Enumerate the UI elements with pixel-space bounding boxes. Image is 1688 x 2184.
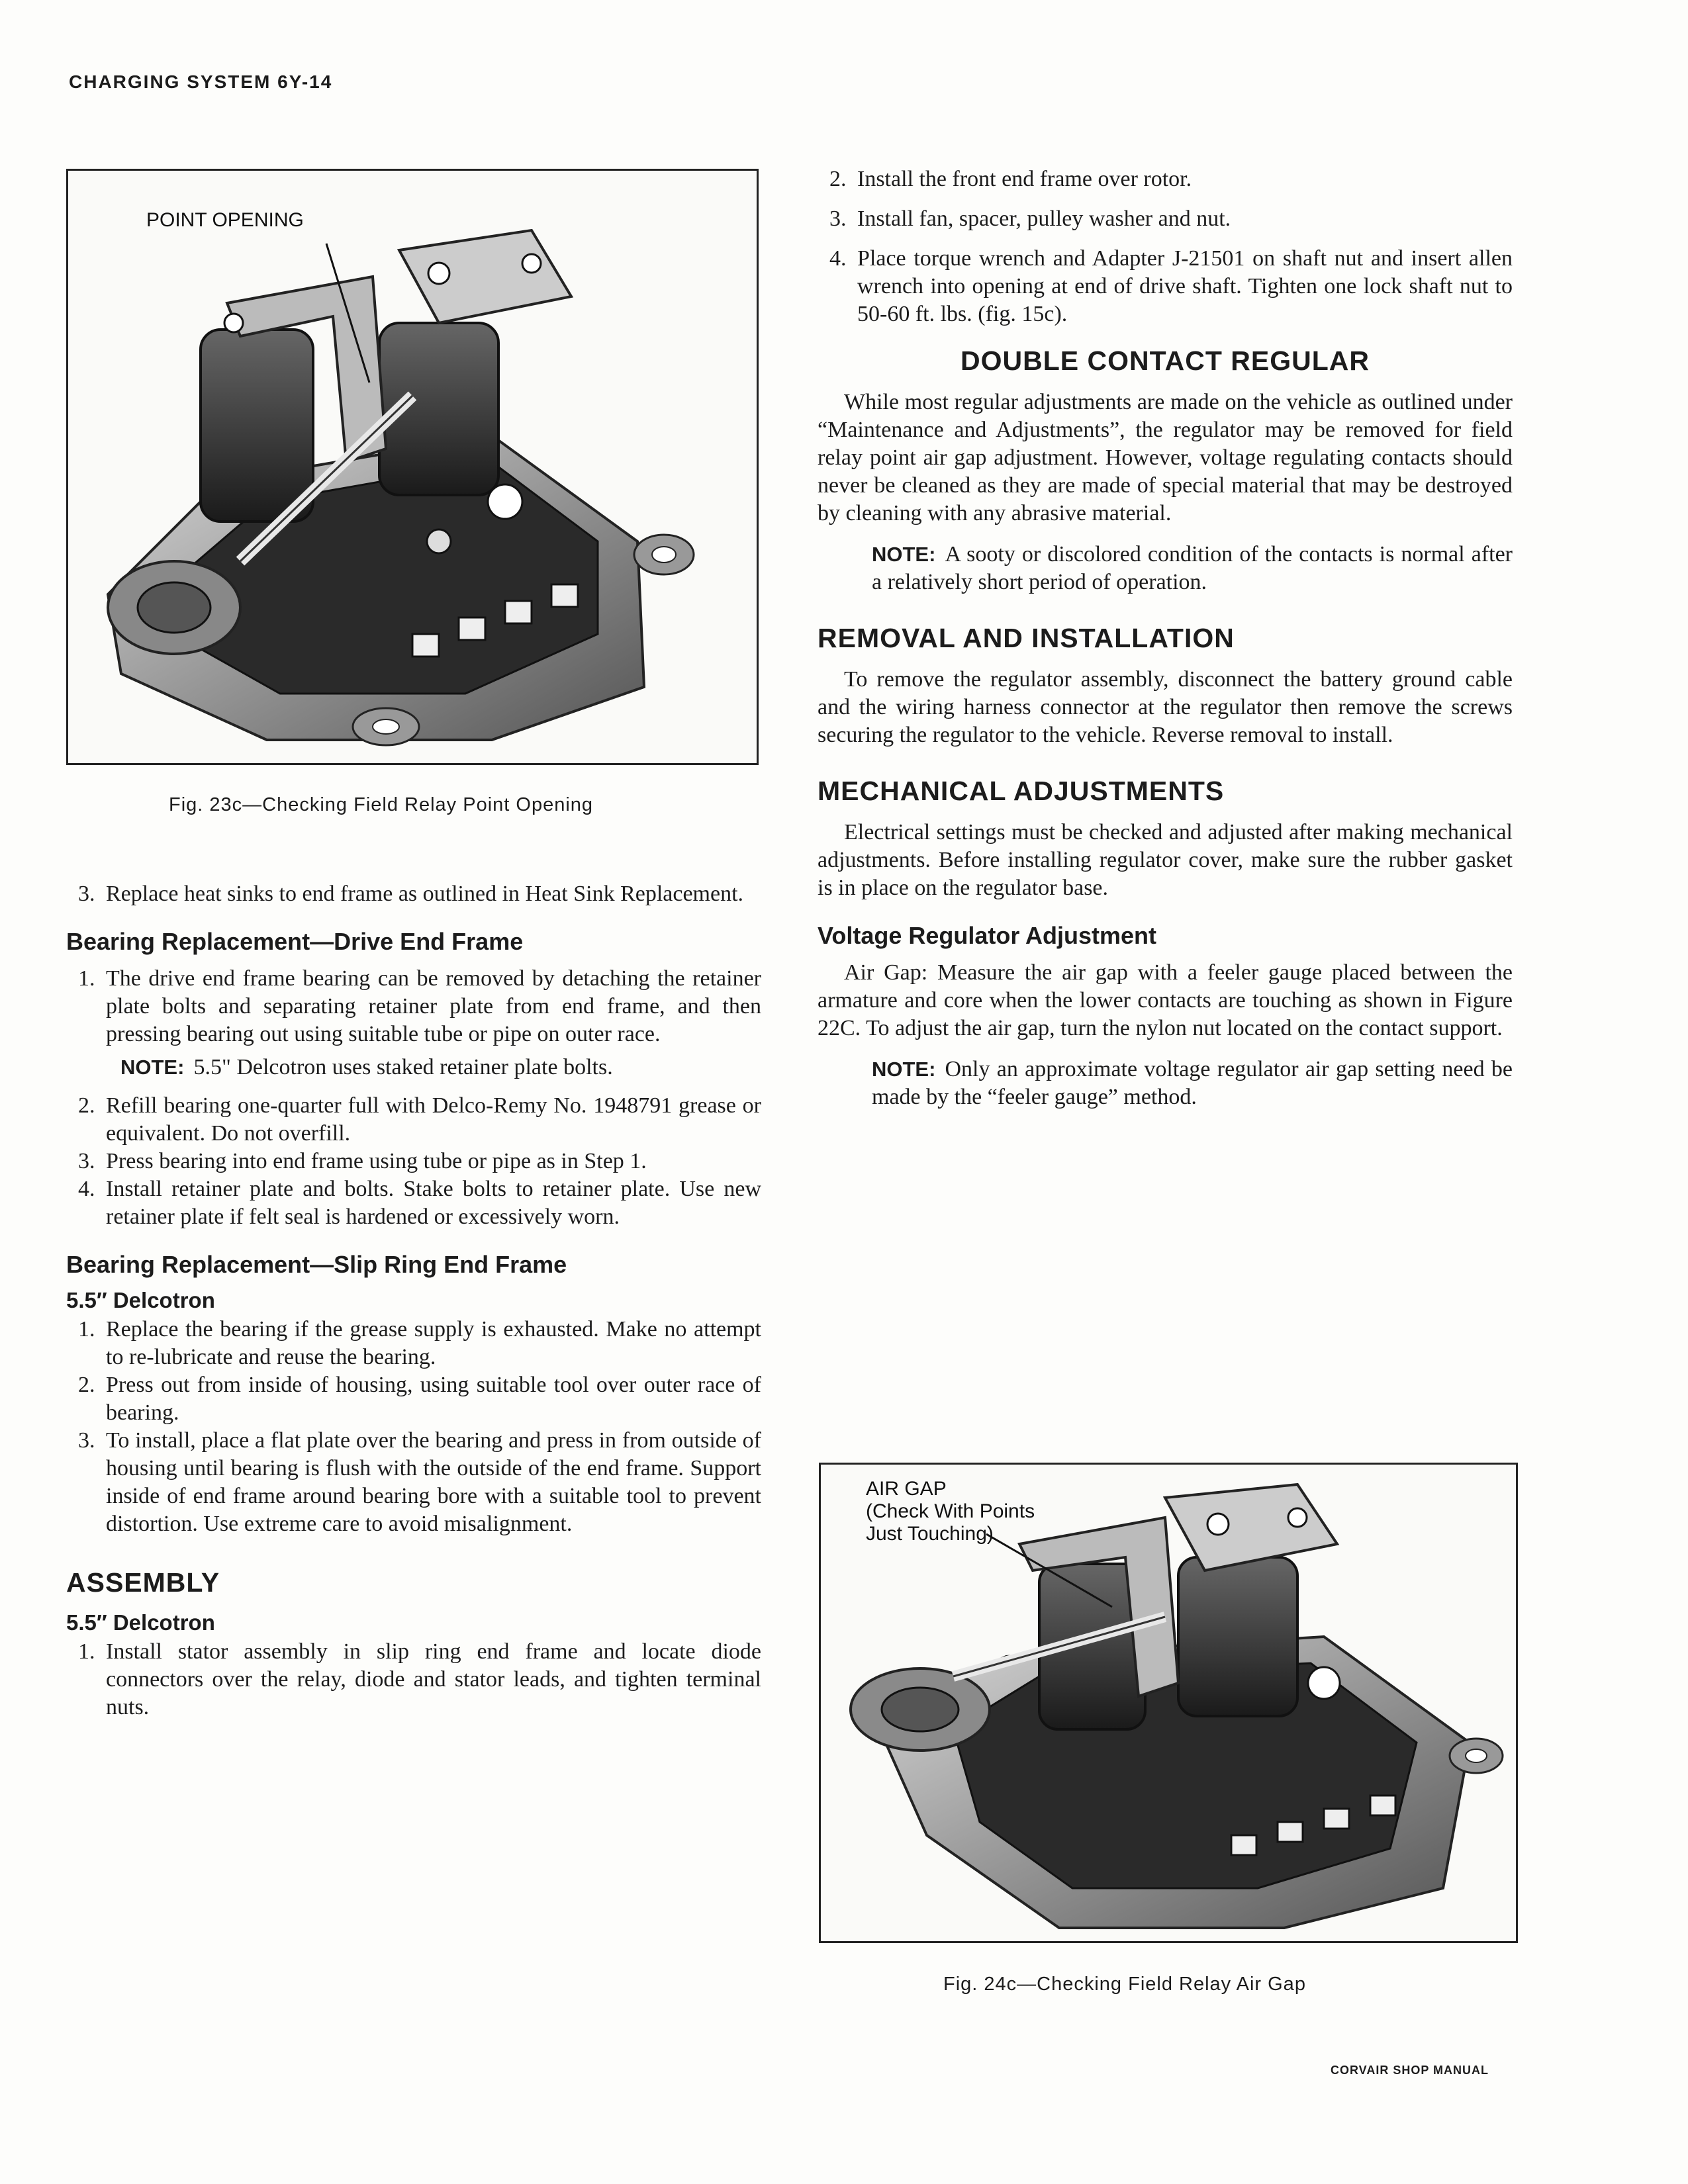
list-item: 1. Replace the bearing if the grease supply is exhausted. Make no attempt to re-lubricate and reuse the bearing. [78, 1317, 761, 1369]
list-item: 1. The drive end frame bearing can be removed by detaching the retainer plate bolts and separating retainer plate from end frame, and then pressing bearing out using suitable tube or pipe on outer race. [78, 966, 761, 1046]
section-heading-removal: REMOVAL AND INSTALLATION [818, 623, 1235, 653]
section-heading-mechanical: MECHANICAL ADJUSTMENTS [818, 776, 1225, 806]
right-column [818, 165, 1513, 1122]
page-header: CHARGING SYSTEM 6Y-14 [69, 71, 333, 92]
page-footer: CORVAIR SHOP MANUAL [1331, 2064, 1489, 2077]
figure-23c [66, 169, 759, 765]
section-heading-bearing-slip: Bearing Replacement—Slip Ring End Frame [66, 1251, 567, 1278]
list-item: 4. Place torque wrench and Adapter J-21501 on shaft nut and insert allen wrench into opening at end of drive shaft. Tighten one lock shaft nut to 50-60 ft. lbs. (fig. 15c). [829, 246, 1513, 326]
paragraph: While most regular adjustments are made on the vehicle as outlined under “Maintenance and Adjustments”, the regulator may be removed for field relay point air gap adjustment. However, voltage regulating contacts should never be cleaned as they are made of special material that may be destroyed by cleaning with any abrasive material. [818, 390, 1513, 525]
note: NOTE: Only an approximate voltage regulator air gap setting need be made by the “feeler gauge” method. [872, 1057, 1513, 1109]
list-item: 3. To install, place a flat plate over the bearing and press in from outside of housing until bearing is flush with the outside of the end frame. Support inside of end frame around bearing bore with a suitable tool to prevent distortion. Use extreme care to avoid misalignment. [78, 1428, 761, 1536]
list-item: 3. Install fan, spacer, pulley washer and nut. [829, 206, 1231, 231]
air-gap-label-line-1: AIR GAP [866, 1478, 947, 1500]
list-item: 3. Press bearing into end frame using tube or pipe as in Step 1. [78, 1149, 647, 1173]
section-heading-assembly: ASSEMBLY [66, 1567, 220, 1598]
section-heading-bearing-drive: Bearing Replacement—Drive End Frame [66, 928, 524, 955]
note: NOTE: A sooty or discolored condition of the contacts is normal after a relatively short period of operation. [872, 542, 1513, 594]
subheading-delcotron: 5.5″ Delcotron [66, 1288, 215, 1312]
point-opening-label: POINT OPENING [146, 209, 304, 231]
figure-24c [819, 1463, 1518, 1943]
section-heading-double-contact: DOUBLE CONTACT REGULAR [961, 345, 1370, 376]
air-gap-label-line-2: (Check With Points [866, 1500, 1035, 1522]
list-item: 1. Install stator assembly in slip ring end frame and locate diode connectors over the relay, diode and stator leads, and tighten terminal nuts. [78, 1639, 761, 1719]
regulator-point-opening-illustration [68, 171, 757, 763]
paragraph: To remove the regulator assembly, disconnect the battery ground cable and the wiring harness connector at the regulator then remove the screws securing the regulator to the vehicle. Reverse removal to install. [818, 667, 1513, 747]
air-gap-label [866, 1478, 1035, 1545]
air-gap-label-line-3: Just Touching) [866, 1523, 994, 1545]
list-item: 3. Replace heat sinks to end frame as outlined in Heat Sink Replacement. [78, 882, 744, 906]
list-item: 2. Install the front end frame over rotor. [829, 167, 1192, 191]
figure-24c-caption: Fig. 24c—Checking Field Relay Air Gap [943, 1974, 1306, 1995]
paragraph: Air Gap: Measure the air gap with a feeler gauge placed between the armature and core when the lower contacts are touching as shown in Figure 22C. To adjust the air gap, turn the nylon nut located on the contact support. [818, 960, 1513, 1040]
list-item: 4. Install retainer plate and bolts. Stake bolts to retainer plate. Use new retainer plate if felt seal is hardened or excessively worn. [78, 1177, 761, 1229]
figure-23c-caption: Fig. 23c—Checking Field Relay Point Opening [169, 794, 594, 815]
note: NOTE: 5.5" Delcotron uses staked retainer plate bolts. [120, 1055, 613, 1079]
list-item: 2. Press out from inside of housing, using suitable tool over outer race of bearing. [78, 1373, 761, 1425]
left-column [66, 880, 761, 1721]
section-heading-voltage: Voltage Regulator Adjustment [818, 922, 1157, 949]
paragraph: Electrical settings must be checked and adjusted after making mechanical adjustments. Before installing regulator cover, make sure the rubber gasket is in place on the regulator base. [818, 820, 1513, 900]
list-item: 2. Refill bearing one-quarter full with Delco-Remy No. 1948791 grease or equivalent. Do not overfill. [78, 1093, 761, 1146]
subheading-delcotron: 5.5″ Delcotron [66, 1610, 215, 1635]
